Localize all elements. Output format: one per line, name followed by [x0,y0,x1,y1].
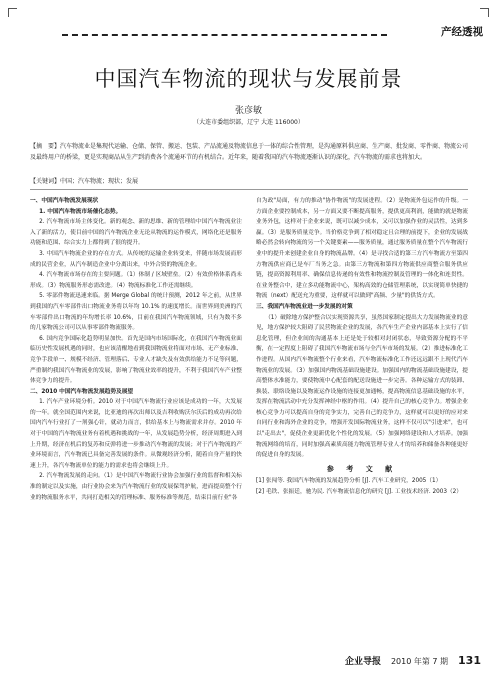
references-title: 参 考 文 献 [326,464,398,473]
references-list [256,476,468,497]
left-paragraph: 3. 中国汽车物流企业的存在方式。从传统的运输企业转变来，伴随市场发展而形成的民营企业，从汽车制造企业中分离出来，中外合资的物流企业。 [30,250,242,268]
left-paragraph: 5. 零部件物流迅速来临。据 Merge Global 的统计预测，2012 年之前，从世界到我国的汽车零部件出口物流业务将以年均 10.1% 的速度增长。而世界到美洲的汽车零部件出口物流的年均增长率 10.6%，目前在我国汽车物流领域，只有为数不多的几家物流公司可以从事零部件物流服务。 [30,293,242,332]
left-paragraph: 1. 中国汽车物流市场催化态势。 [39,208,122,215]
reference-item: [1] 张闯等. 我国汽车物流的发展趋势分析 [J]. 汽车工业研究，2005（1） [256,478,442,485]
left-paragraph: 6. 国内竞争国际化趋势明显加快。首先是国内市场国际化，在我国汽车物流业面临历史性发展机遇的同时，也应该清醒地看到我国物流业将面对市场、无产业标准、竞争手段单一、规模不经济、管理落后、专业人才缺失及有效供给能力不足等问题，严重制约我国汽车物流业的发展，影响了物流业效率的提升，不利于我国汽车产业整体竞争力的提升。 [30,335,242,385]
left-paragraph: 4. 汽车物流市场存在的主要问题。（1）体制 / 区域壁垒。（2）有效价格体系尚未形成。（3）物流服务形态需改进。（4）物流标准化工作还需继续。 [30,272,242,289]
page-footer [345,654,481,667]
section-header [62,24,483,40]
crop-mark-tl [8,8,17,17]
right-column [256,196,468,498]
keywords: 【关键词】中国；汽车物流；现状；发展 [30,178,139,185]
left-paragraph: 2. 汽车物流市场主体变化。新的观念、新的思维、新的管理给中国汽车物流业注入了新的活力，使目前中国的汽车物流企业无论从物流的运作模式，网络化还是服务功能和范围、综合实力上都得到了很的提升。 [30,219,242,247]
crop-mark-tr [480,8,489,17]
journal-name: 企业导报 [344,657,381,667]
page-number: 131 [458,654,481,667]
section-label: 产经透视 [441,26,483,38]
right-paragraph: （1）破除地方保护整合以实现资源共享，虽然国家制定提出大力发展物流业的意见，地方保护较大阻碍了民营物流企业的发展，各汽车生产企业内部基本上实行了信息化管理，但企业间的沟通基本上还是处于较相对封闭状态，导致资源分配的不平衡，在一定程度上阻碍了我国汽车物流市场与全汽车市场的发展。（2）推进标准化工作进程。从国内汽车物流整个行业来看，汽车物流标准化工作还远远跟不上现代汽车物流业的发展。（3）加强国内物流基础设施建设。加强国内的物流基础设施建设，提高整体水准能力，要使物流中心配套的配送设施进一步完善。各种运输方式的装卸、换装、联络设施以及物流运作设施的连接更加通畅，提高物流信息基础设施的水平，发挥在物流活动中充分发挥神经中枢的作用。（4）提升自己的核心竞争力。增强企业核心竞争力可以提高自身的竞争实力，完善自己的竞争力，这样就可以更好的应对来自同行业和海外企业的竞争，增强开发国际物流业务，这样不仅可以"引进来"，也可以"走出去"，促使企业更新优化个性化的发展。（5）加强网络建设和人才培养。加强物流网络的培育，同时加强高素质高能力物流管理专业人才的培养和储备各种能更好的促进自身的发展。 [256,314,468,459]
right-paragraph: 三、我国汽车物流业进一步发展的对策 [256,303,353,310]
right-paragraph: 自为政"局面，有力的推动"协作物流"的发展进程。（2）是物流外包运作的升级。一方面企业要控制成本，另一方面又要不断提高服务，提供更高利润，能做的就是物流业务外包，这样对于企业来说，既可以减少成本，又可以加强作业的灵活性，达到多赢。（3）是服务质量竞争。当价格竞争到了相对稳定且合理的前提下，企业的发展战略必然会转向物流的另一个关键要素——服务质量，通过服务质量在整个汽车物流行业中的提升来创建企业自身的物流品牌。（4）是寻找合适的第三方汽车物流方至第四方物流供应商已是车厂当务之急。由第三方物流和第四方物流供应商整合服务供应链，提高资源利用率、确保信息传递的有效性和物流控制及管理的一体化和连贯性。在业务整合中，建立多功能物流中心，架构高效的仓储管理系统，以实现简单快捷的物流（next）配送允为重要，这样就可以做到"高频、少量"的供货方式。 [256,198,468,300]
right-column-body [256,196,468,461]
left-paragraph: 一、中国汽车物流发展现状 [30,198,99,204]
header-rule [62,34,387,36]
abstract: 【摘 要】汽车物流业是集现代运输、仓储、保管、搬运、包装、产品流通及物流信息于一体的综合性管理，是沟通原料供应商、生产商、批发商、零件商、物流公司及最终用户的桥梁，更是实现商品从生产到消费各个流通环节的有机结合。近年来，随着我国的汽车物流逐渐认识的深化，汽车物流的需求也将加大。 [30,143,469,161]
author-affiliation: （大连市委组织部，辽宁 大连 116000） [193,119,304,126]
left-paragraph: 1. 汽车产业环境分析。2010 对于中国汽车物流行业应该是成功的一年，大发展的一年。就全国范围内来说，比亚迪的再次出师以及吉利收购沃尔沃后的成功再次给国内汽车行业打了一剂强心针，就动力而言，供给基本上与物流需求并存。2010 年对于中国的汽车物流业务有着机遇和挑战的一年，从发展趋势分析，经济周期进入到上升期，经济在机后的复苏和反弹将进一步推动汽车物流的发展；对于汽车物流的产业环境而言，汽车物流已具备完善发展的条件。从微观经济分析，随着自身产量的快速上升，各汽车物流单位的能力的需求也将会继续上升。 [30,399,242,469]
article-title: 中国汽车物流的现状与发展前景 [94,67,403,91]
abstract-divider [30,189,468,190]
issue-label: 2010 年第 7 期 [390,657,449,666]
reference-item: [2] 毛铁、张振廷，驰为民. 汽车物流信息化的研究 [J]. 工业技术经济. 2003（2） [256,489,462,496]
left-paragraph: 2. 汽车物流发展的走向。（1）是中国汽车物流行业协会加强行业的监督和相关标准的制定以及实施，由行业协会来为汽车物流行业的发展保驾护航，进而提高整个行业的物流服务水平，共同打造相关的管理标准、服务标准等规范，结束目前行业"各 [30,473,242,501]
left-column [30,196,242,503]
left-paragraph: 二、2010 中国汽车物流发展趋势及展望 [30,388,134,395]
article-author: 张彦敏 [234,106,262,116]
